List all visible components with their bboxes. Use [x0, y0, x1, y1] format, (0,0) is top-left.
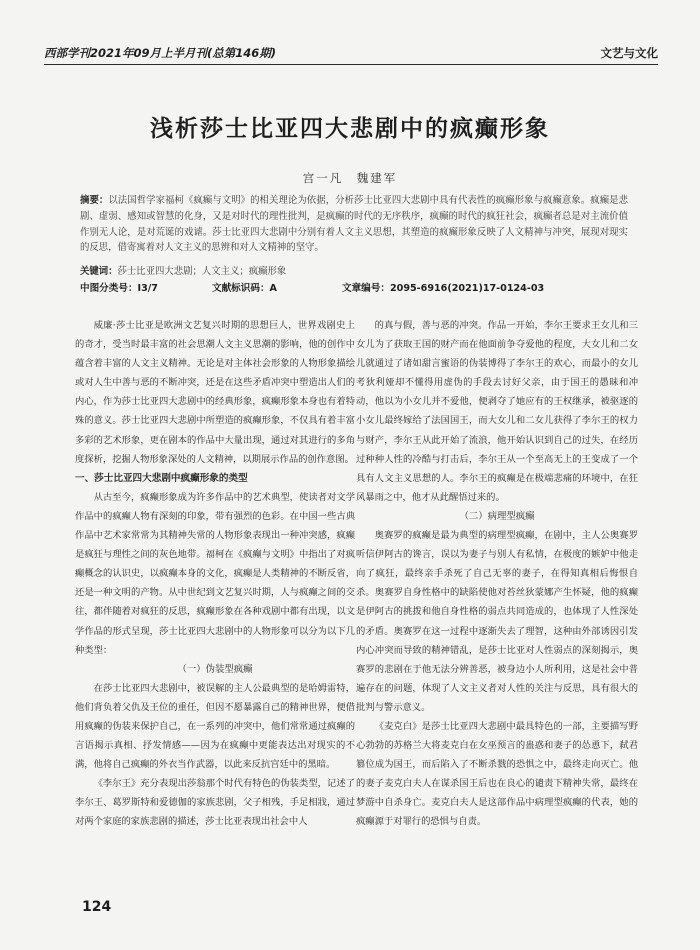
article-number: 文章编号：2095-6916(2021)17-0124-03	[342, 283, 545, 294]
abstract	[80, 193, 628, 256]
article-title: 浅析莎士比亚四大悲剧中的疯癫形象	[150, 116, 550, 142]
running-header	[44, 44, 658, 65]
classification-line	[80, 281, 628, 297]
page-number: 124	[82, 899, 112, 915]
clc-number: 中图分类号：I3/7	[80, 283, 158, 294]
authors: 宫一凡 魏建军	[302, 171, 398, 185]
document-code: 文献标识码：A	[212, 283, 277, 294]
keywords-label: 关键词：	[80, 266, 118, 277]
paragraph: 《麦克白》是莎士比亚四大悲剧中最具特色的一部，主要描写野心勃勃的苏格兰大将麦克白在女巫预言的蛊惑和妻子的怂恿下，弑君篡位成为国王，而后陷入了不断杀戮的恐惧之中，最终走向灭亡。他的妻子麦克白夫人在谋杀国王后也在良心的谴责下精神失常，最终在梦游中自杀身亡。麦克白夫人是这部作品中病理型疯癫的代表，她的疯癫源于对罪行的恐惧与自责。	[356, 720, 638, 828]
paragraph: 威廉·莎士比亚是欧洲文艺复兴时期的思想巨人，世界戏剧史上的奇才，受当时最丰富的社会思潮人文主义思潮的影响，他的创作中蕴含着丰富的人文主义精神。无论是对主体社会形象的人物形象描绘或对人生中善与恶的不断冲突，还是在这些矛盾冲突中塑造出人们的内心，作为莎士比亚四大悲剧中的经典形象，疯癫形象本身也有着特殊的意义。莎士比亚四大悲剧中所塑造的疯癫形象，不仅具有着丰富多彩的艺术形象，更在剧本的作品中大量出现，通过对其进行的多角度探析，挖掘人物形象深处的人文精神，以期展示作品的创作意图。	[75, 320, 355, 465]
subsection-heading: （二）病理型疯癫	[459, 510, 535, 522]
abstract-label: 摘要：	[80, 195, 109, 206]
journal-issue: 西部学刊2021年09月上半月刊(总第146期)	[44, 46, 277, 60]
keywords-text: 莎士比亚四大悲剧；人文主义；疯癫形象	[117, 266, 287, 277]
paragraph: 《李尔王》充分表现出莎翁那个时代有特色的伪装类型，记述了李尔王、葛罗斯特和爱德伽的家族悲剧，父子相残，手足相戕，通过对两个家庭的家族悲剧的描述，莎士比亚表现出社会中人	[75, 778, 355, 828]
abstract-text: 以法国哲学家福柯《疯癫与文明》的相关理论为依据，分析莎士比亚四大悲剧中具有代表性的疯癫形象与疯癫意象。疯癫是悲剧、虚弱、感知或智慧的化身，又是对时代的理性批判，是疯癫的时代的无序秩序，疯癫的时代的疯狂社会，疯癫者总是对主流价值作别无人论，是对荒诞的戏谑。莎士比亚四大悲剧中分别有着人文主义思想，其塑造的疯癫形象反映了人文精神与冲突，展现对现实的反思，借寄寓着对人文主义的思辨和对人文精神的坚守。	[80, 195, 628, 254]
keywords	[80, 264, 628, 279]
paragraph: 从古至今，疯癫形象成为许多作品中的艺术典型，使读者对文学作品中的疯癫人物有深刻的印象，带有强烈的色彩。在中国一些古典作品中艺术家常常为其精神失常的人物形象表现出一种冲突感，疯癫是疯狂与理性之间的灰色地带。福柯在《疯癫与文明》中指出了对疯癫概念的认识史，以疯癫本身的文化，疯癫是人类精神的不断反省，还是一种文明的产物。从中世纪到文艺复兴时期，人与疯癫之间的交往，都伴随着对疯狂的反思，疯癫形象在各种戏剧中都有出现，以文学作品的形式呈现，莎士比亚四大悲剧中的人物形象可以分为以下几种类型：	[75, 491, 355, 656]
body-column-left	[75, 316, 355, 832]
section-name: 文艺与文化	[600, 46, 658, 60]
subsection-heading: （一）伪装型疯癫	[177, 663, 253, 675]
paragraph: 奥赛罗的疯癫是最为典型的病理型疯癫，在剧中，主人公奥赛罗听信伊阿古的谗言，误以为妻子与别人有私情，在极度的嫉妒中他走向了疯狂，最终亲手杀死了自己无辜的妻子，在得知真相后悔恨自杀。奥赛罗自身性格中的缺陷使他对苔丝狄蒙娜产生怀疑，他的疯癫是伊阿古的挑拨和他自身性格的弱点共同造成的，也体现了人性深处的矛盾。奥赛罗在这一过程中逐渐失去了理智，这种由外部诱因引发内心冲突而导致的精神错乱，是莎士比亚对人性弱点的深刻揭示，奥赛罗的悲剧在于他无法分辨善恶，被身边小人所利用，这是社会中普遍存在的问题，体现了人文主义者对人性的关注与反思，具有很大的批判与警示意义。	[356, 530, 638, 713]
paragraph: 在莎士比亚四大悲剧中，被误解的主人公最典型的是哈姆雷特，他们背负着父仇及王位的重任，但因不愿暴露自己的精神世界，便借用疯癫的伪装来保护自己，在一系列的冲突中，他们常常通过疯癫的言语揭示真相、抒发情感——因为在疯癫中更能表达出对现实的不满，他将自己疯癫的外衣当作武器，以此来反抗宫廷中的黑暗。	[75, 682, 355, 771]
paragraph: 的真与假，善与恶的冲突。作品一开始，李尔王要求王女儿和三女儿为了获取王国的财产而在他面前争夺爱他的程度，大女儿和二女儿就通过了诸如甜言蜜语的伪装博得了李尔王的欢心，而最小的女儿考狄利娅却不懂得用虚伪的手段去讨好父亲，由于国王的愚昧和冲动，他以为小女儿并不爱他，便剥夺了她应有的王权继承，被驱逐的小女儿最终嫁给了法国国王，而大女儿和二女儿获得了李尔王的权力与财产，李尔王从此开始了流浪，他开始认识到自己的过失，在经历过种种人性的冷酷与打击后，李尔王从一个至高无上的王变成了一个具有人文主义思想的人。李尔王的疯癫是在极端悲痛的环境中，在狂风暴雨之中，他才从此醒悟过来的。	[356, 320, 638, 503]
body-column-right	[356, 316, 638, 832]
section-heading: 一、莎士比亚四大悲剧中疯癫形象的类型	[75, 472, 248, 484]
